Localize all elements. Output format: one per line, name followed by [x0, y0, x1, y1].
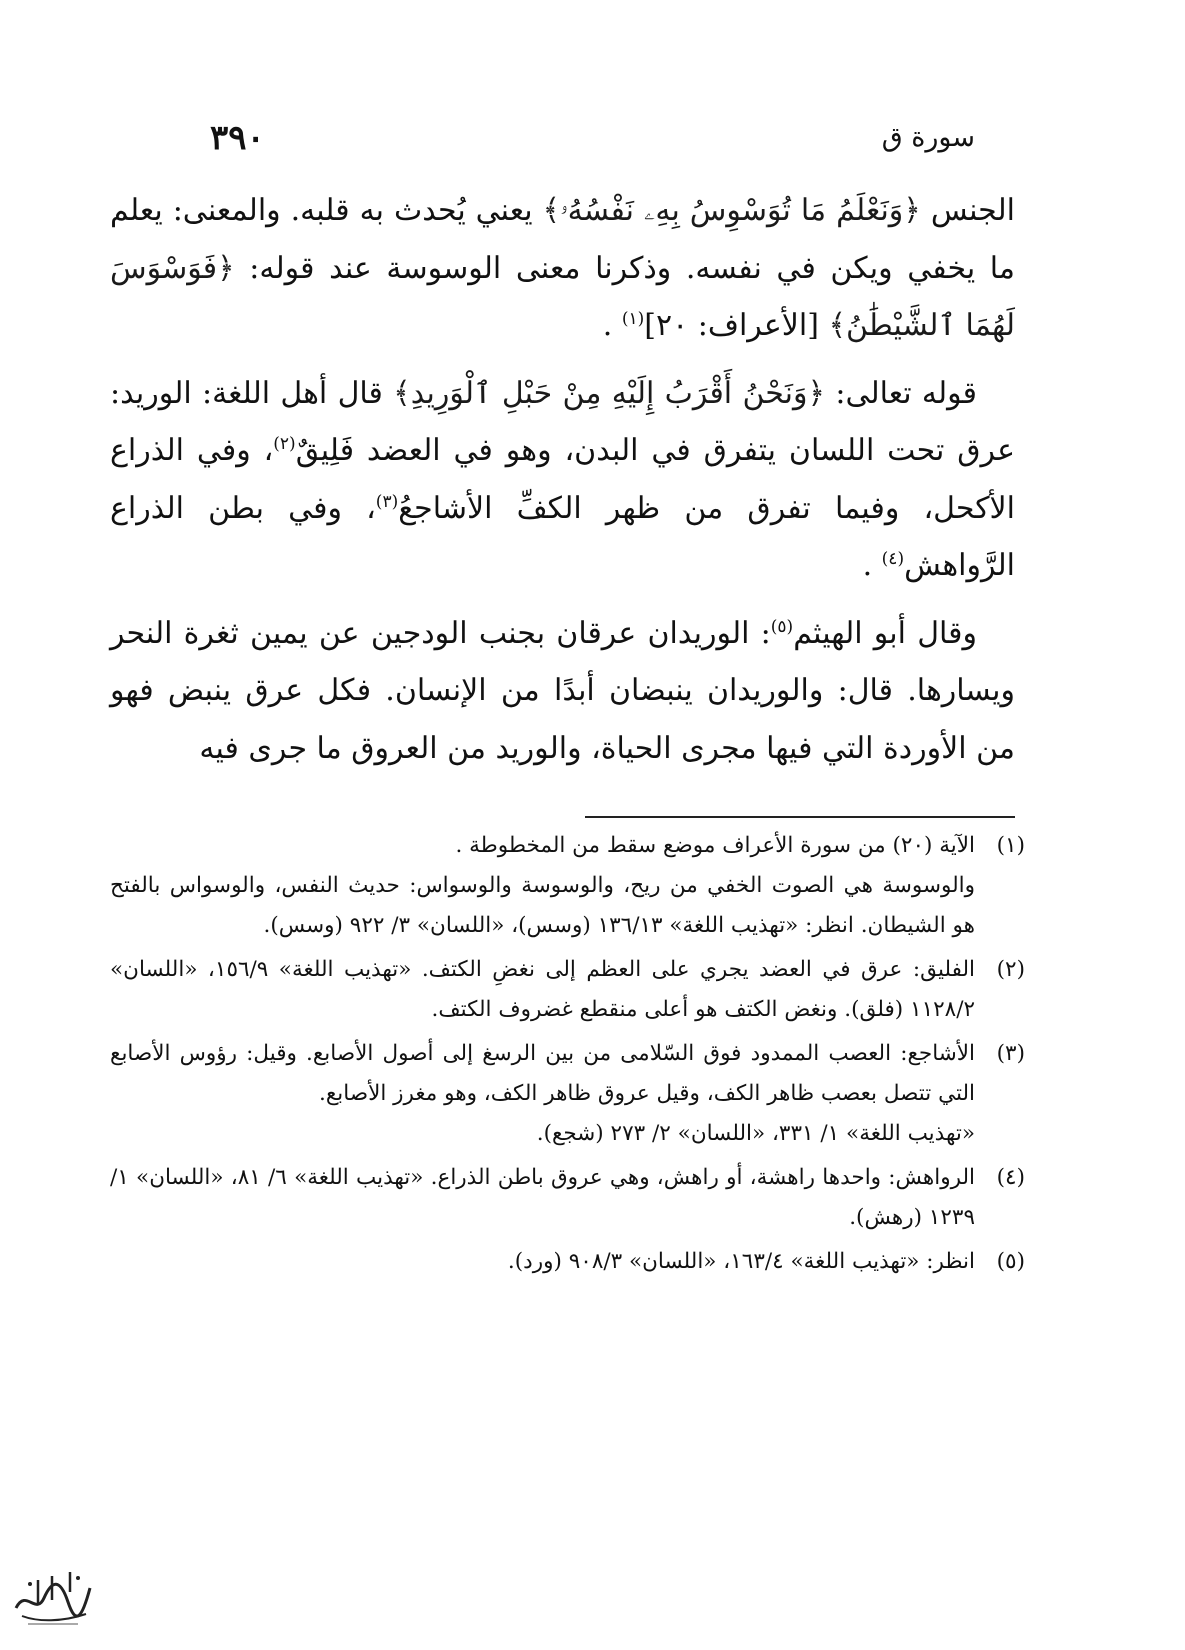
footnote-body — [110, 1158, 975, 1238]
footnote-line: الآية (٢٠) من سورة الأعراف موضع سقط من المخطوطة . — [455, 833, 975, 858]
footnote-ref: (٣) — [375, 491, 399, 512]
page-header — [210, 118, 975, 166]
footnote-1 — [110, 826, 1025, 946]
text-run: قوله تعالى: — [825, 375, 977, 411]
text-run: : الوريدان عرقان بجنب الودجين عن يمين ثغرة النحر ويسارها. قال: والوريدان ينبضان أبدًا من الإنسان. فكل عرق ينبض فهو من الأوردة التي فيها مجرى الحياة، والوريد من العروق ما جرى فيه — [110, 615, 1015, 766]
footnote-body — [110, 1034, 975, 1154]
footnote-ref: (٤) — [881, 549, 905, 569]
footnote-5 — [110, 1242, 1025, 1282]
footnote-number: (٢) — [996, 957, 1025, 982]
footnote-body — [110, 950, 975, 1030]
footnote-line: الفليق: عرق في العضد يجري على العظم إلى نغضِ الكتف. «تهذيب اللغة» ١٥٦/٩، «اللسان» ١١٢٨/٢ (فلق). ونغض الكتف هو أعلى منقطع غضروف الكتف. — [110, 957, 976, 1022]
quran-verse: ﴿وَنَعْلَمُ مَا تُوَسْوِسُ بِهِۦ نَفْسُهُۥ﴾ — [542, 193, 921, 228]
footnote-number: (٥) — [996, 1249, 1025, 1274]
footnote-line: والوسوسة هي الصوت الخفي من ريح، والوسوسة والوسواس: حديث النفس، والوسواس بالفتح هو الشيطان. انظر: «تهذيب اللغة» ١٣٦/١٣ (وسس)، «اللسان» ٣/ ٩٢٢ (وسس). — [110, 873, 975, 938]
text-run: ، وفي الذراع الأكحل، وفيما تفرق من ظهر الكفِّ الأشاجعُ — [110, 433, 1015, 526]
footnote-2 — [110, 950, 1025, 1030]
footnote-ref: (٥) — [770, 616, 794, 637]
footnotes — [110, 826, 1025, 1286]
footnote-ref: (١) — [621, 309, 645, 329]
footnote-ref: (٢) — [273, 434, 296, 454]
footnote-body — [110, 826, 975, 946]
text-run: يعني يُحدث به قلبه. والمعنى: يعلم ما يخفي ويكن في نفسه. وذكرنا معنى الوسوسة عند قوله: — [110, 193, 1015, 286]
footnote-separator — [585, 816, 1015, 818]
footnote-number: (٣) — [996, 1041, 1025, 1066]
text-run: [الأعراف: ٢٠] — [644, 308, 829, 343]
footnote-line: الرواهش: واحدها راهشة، أو راهش، وهي عروق باطن الذراع. «تهذيب اللغة» ٦/ ٨١، «اللسان» ١/ ١٢٣٩ (رهش). — [110, 1165, 976, 1230]
footnote-number: (٤) — [996, 1165, 1025, 1190]
paragraph-2 — [110, 365, 1015, 595]
paragraph-3 — [110, 605, 1015, 778]
main-text — [110, 182, 1015, 787]
text-run: الجنس — [920, 193, 1016, 228]
footnote-line: انظر: «تهذيب اللغة» ١٦٣/٤، «اللسان» ٩٠٨/٣ (ورد). — [507, 1249, 975, 1274]
text-run: . — [862, 548, 882, 583]
quran-verse: ﴿وَنَحْنُ أَقْرَبُ إِلَيْهِ مِنْ حَبْلِ ٱلْوَرِيدِ﴾ — [393, 375, 826, 411]
text-run: . — [602, 308, 622, 343]
footnote-body — [110, 1242, 975, 1282]
footnote-4 — [110, 1158, 1025, 1238]
page-number: ٣٩٠ — [210, 118, 265, 158]
footnote-line: «تهذيب اللغة» ١/ ٣٣١، «اللسان» ٢/ ٢٧٣ (شجع). — [536, 1121, 975, 1146]
text-run: قال أهل اللغة: الوريد: عرق تحت اللسان يتفرق في البدن، وهو في العضد فَلِيقٌ — [110, 375, 1015, 468]
text-run: ، وفي بطن الذراع الرَّواهش — [110, 490, 1015, 583]
paragraph-1 — [110, 182, 1015, 355]
chapter-title: سورة ق — [881, 122, 975, 153]
text-run: وقال أبو الهيثم — [793, 615, 977, 651]
quran-verse: ﴿فَوَسْوَسَ لَهُمَا ٱلشَّيْطَٰنُ﴾ — [110, 250, 1015, 343]
calligraphy-stamp-logo — [8, 1558, 96, 1630]
footnote-number: (١) — [996, 833, 1025, 858]
footnote-line: الأشاجع: العصب الممدود فوق السّلامى من بين الرسغ إلى أصول الأصابع. وقيل: رؤوس الأصابع التي تتصل بعصب ظاهر الكف، وقيل عروق ظاهر الكف، وهو مغرز الأصابع. — [110, 1041, 975, 1106]
footnote-3 — [110, 1034, 1025, 1154]
